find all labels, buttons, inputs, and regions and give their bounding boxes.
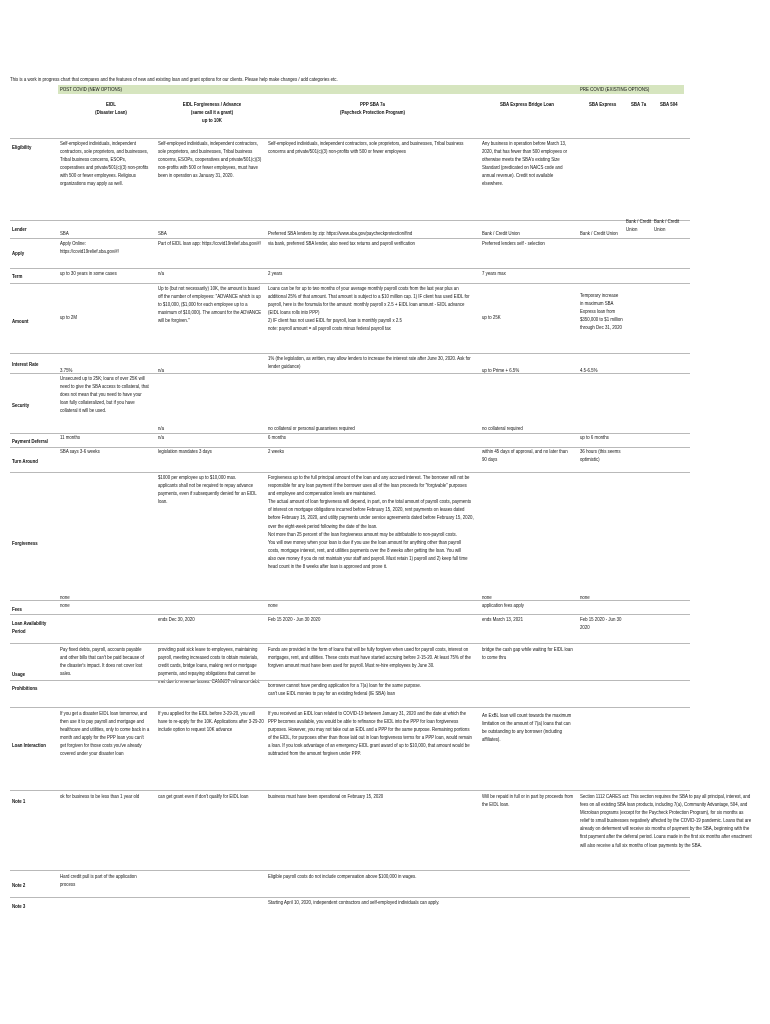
table-cell: Feb 15 2020 - Jun 30 2020 [268, 617, 321, 623]
row-label: Amount [12, 319, 29, 325]
table-cell: within 45 days of approval, and no later than 90 days [482, 449, 568, 464]
table-cell: Starting April 10, 2020, independent contractors and self-employed individuals can apply. [268, 900, 440, 906]
table-cell: 2 weeks [268, 449, 285, 455]
column-header-1: EIDL Forgiveness / Advance (same call it a grant) up to 10K [182, 102, 242, 125]
table-cell: Up to (but not necessarily) 10K, the amount is based off the number of employees: "ADVANCE which is up to $10,000, ($1,000 for each employee up to a maximum of $10,000). The amount for the ADVANCE will be forgiven." [158, 286, 262, 325]
table-cell: Will be repaid in full or in part by proceeds from the EIDL loan. [482, 794, 574, 809]
table-cell: Apply Online: https://covid19relief.sba.gov/#/ [60, 241, 119, 256]
row-label: Forgiveness [12, 541, 38, 547]
table-cell: Hard credit pull is part of the application process [60, 874, 137, 889]
pre-covid-group-header [578, 85, 684, 94]
table-cell: application fees apply [482, 603, 524, 609]
table-cell: providing paid sick leave to employees, maintaining payroll, meeting increased costs to obtain materials, credit cards, bridge loans, making rent or mortgage payments, and repaying obligations that cannot be met due to revenue losses. CANNOT refinance debt. [158, 647, 261, 686]
table-cell: 2 years [268, 271, 283, 277]
table-cell: Bank / Credit Union [482, 231, 520, 237]
row-label: Prohibitions [12, 686, 38, 692]
row-divider [10, 790, 690, 791]
row-label: Note 1 [12, 799, 26, 805]
table-cell: up to 25K [482, 315, 501, 321]
table-cell: up to Prime + 6.5% [482, 368, 520, 374]
table-cell: If you received an EIDL loan related to COVID-19 between January 31, 2020 and the date at which the PPP becomes available, you would be able to refinance the EIDL into the PPP for loan forgiveness purposes. However, you may not take out an EIDL and a PPP for the same purpose. Remaining portions of the EIDL, for purposes other than those laid out in loan forgiveness terms for a PPP loan, would remain a loan. If you took advantage of an emergency EIDL grant award of up to $10,000, that amount would be subtracted from the amount forgiven under PPP. [268, 711, 472, 758]
row-divider [10, 283, 690, 284]
row-label: Note 2 [12, 883, 26, 889]
table-cell: SBA [60, 231, 69, 237]
table-cell: n/a [158, 426, 165, 432]
table-cell: Feb 15 2020 - Jun 30 2020 [580, 617, 622, 632]
table-cell: Eligible payroll costs do not include compensation above $100,000 in wages. [268, 874, 417, 880]
table-cell: business must have been operational on February 15, 2020 [268, 794, 384, 800]
table-cell: up to 30 years in some cases [60, 271, 117, 277]
table-cell: Section 1112 CARES act: This section requires the SBA to pay all principal, interest, and fees on all existing SBA loan products, including 7(a), Community Advantage, 504, and Microloan programs (except for the Paycheck Protection Program), for six months as relief to small businesses negatively affected by the COVID-19 pandemic. Loans that are already on deferment will receive six months of payment by the SBA, beginning with the first payment after the deferral period. Loans made in the first six months after enactment will also receive a full six months of loan payments by the SBA. [580, 794, 752, 849]
row-divider [10, 220, 690, 221]
row-divider [10, 897, 690, 898]
table-cell: 1% (the legislation, as written, may allow lenders to increase the interest rate after June 30, 2020. Ask for lender guidance) [268, 356, 471, 371]
row-label: Eligibility [12, 145, 32, 151]
table-cell: borrower cannot have pending application for a 7(a) loan for the same purpose. can't use EIDL monies to pay for an existing federal (IE SBA) loan [268, 683, 422, 698]
table-cell: legislation mandates 3 days [158, 449, 212, 455]
row-label: Security [12, 403, 30, 409]
intro-note: This is a work in progress chart that compares and the features of new and existing loan and grant options for our clients. Please help make changes / add categories etc. [10, 77, 338, 83]
post-covid-group-header [58, 85, 578, 94]
table-cell: SBA [158, 231, 167, 237]
post-covid-label: POST COVID (NEW OPTIONS) [60, 86, 122, 93]
row-label: Usage [12, 672, 26, 678]
table-cell: Bank / Credit Union [654, 219, 680, 234]
table-cell: ends March 13, 2021 [482, 617, 523, 623]
row-divider [10, 707, 690, 708]
pre-covid-label: PRE COVID (EXISTING OPTIONS) [580, 86, 650, 93]
row-label: Turn Around [12, 459, 38, 465]
table-cell: Preferred SBA lenders by zip: https://www.sba.gov/paycheckprotection/find [268, 231, 413, 237]
row-divider [10, 600, 690, 601]
table-cell: ok for business to be less than 1 year old [60, 794, 140, 800]
table-cell: 6 months [268, 435, 286, 441]
table-cell: n/a [158, 271, 165, 277]
table-cell: n/a [158, 435, 165, 441]
table-cell: Bank / Credit Union [626, 219, 652, 234]
row-label: Term [12, 274, 23, 280]
row-label: Interest Rate [12, 362, 39, 368]
row-divider [10, 268, 690, 269]
table-cell: n/a [158, 368, 165, 374]
table-cell: Unsecured up to 25K; loans of over 25K will need to give the SBA access to collateral, that does not mean that you need to have your loan fully collateralized, but if you have collateral it will be used. [60, 376, 149, 415]
row-label: Payment Deferral [12, 439, 48, 445]
column-header-3: SBA Express Bridge Loan [500, 102, 554, 108]
row-divider [10, 614, 690, 615]
table-cell: none [580, 595, 590, 601]
table-cell: can get grant even if don't qualify for EIDL loan [158, 794, 249, 800]
row-divider [10, 138, 690, 139]
table-cell: 11 months [60, 435, 81, 441]
row-divider [10, 472, 690, 473]
row-label: Loan Availability Period [12, 621, 47, 636]
row-label: Note 3 [12, 904, 26, 910]
column-header-5: SBA 7a [631, 102, 647, 108]
row-label: Fees [12, 607, 22, 613]
table-cell: If you applied for the EIDL before 3-29-20, you will have to re-apply for the 10K. Applications after 3-29-20 include option to request 10K advance [158, 711, 264, 734]
row-divider [10, 353, 690, 354]
table-cell: none [482, 595, 492, 601]
table-cell: no collateral or personal guarantees required [268, 426, 355, 432]
table-cell: $1000 per employee up to $10,000 max. applicants shall not be required to repay advance payments, even if subsequently denied for an EIDL loan. [158, 475, 257, 506]
table-cell: 4.5-6.5% [580, 368, 598, 374]
table-cell: If you get a disaster EIDL loan tomorrow, and then use it to pay payroll and mortgage and healthcare and utilities, only to come back in a month and apply for the PPP loan you can't get forgiven for those costs you've already covered under your disaster loan [60, 711, 150, 758]
table-cell: Pay fixed debts, payroll, accounts payable and other bills that can't be paid because of the disaster's impact. It does not cover lost sales. [60, 647, 145, 678]
table-cell: none [60, 595, 70, 601]
table-cell: via bank, preferred SBA lender, also need tax returns and payroll verification [268, 241, 415, 247]
table-cell: Preferred lenders self - selection [482, 241, 545, 247]
table-cell: Self-employed individuals, independent contractors, sole proprietors, and businesses, Tribal business concerns, ESOPs, cooperatives and private/501(c)(3) non-profits with 500 or fewer employees. Religious organizations may apply as well. [60, 141, 149, 188]
table-cell: bridge the cash gap while waiting for EIDL loan to come thru [482, 647, 573, 662]
table-cell: Temporary increase in maximum SBA Express loan from $350,000 to $1 million through Dec 31, 2020 [580, 293, 623, 332]
table-cell: SBA says 3-6 weeks [60, 449, 100, 455]
table-cell: Loans can be for up to two months of your average monthly payroll costs from the last year plus an additional 25% of that amount. That amount is subject to a $10 million cap. 1) IF client has used EIDL for payroll, here is the forumula for the amount: monthly payroll x 2.5 + EIDL loan amount - EIDL advance (EIDL loans rolls into PPP) 2) IF client has not used EIDL for payroll, loan is monthly payroll x 2.5 note: payroll amount = all payroll costs minus federal payroll tax [268, 286, 470, 333]
table-cell: An ExBL loan will count towards the maximum limitation on the amount of 7(a) loans that can be outstanding to any borrower (including affiliates). [482, 713, 572, 744]
table-cell: no collateral required [482, 426, 523, 432]
table-cell: up to 6 months [580, 435, 609, 441]
row-label: Apply [12, 251, 25, 257]
table-cell: Part of EIDL loan app: https://covid19relief.sba.gov/#/ [158, 241, 261, 247]
table-cell: none [268, 603, 278, 609]
table-cell: Bank / Credit Union [580, 231, 618, 237]
row-divider [10, 643, 690, 644]
row-label: Loan Interaction [12, 743, 46, 749]
row-divider [10, 870, 690, 871]
row-divider [10, 680, 690, 681]
row-label: Lender [12, 227, 27, 233]
column-header-2: PPP SBA 7a (Paycheck Protection Program) [340, 102, 405, 117]
row-divider [10, 373, 690, 374]
table-cell: none [60, 603, 70, 609]
column-header-4: SBA Express [589, 102, 617, 108]
table-cell: 3.75% [60, 368, 73, 374]
column-header-0: EIDL (Disaster Loan) [95, 102, 127, 117]
table-cell: 36 hours (this seems optimistic) [580, 449, 621, 464]
table-cell: Forgiveness up to the full principal amount of the loan and any accrued interest. The borrower will not be responsible for any loan payment if the borrower uses all of the loan proceeds for "forgivable" purposes and employee and compensation levels are maintained. The actual amount of loan forgiveness will depend, in part, on the total amount of payroll costs, payments of interest on mortgage obligations incurred before February 15, 2020, rent payments on leases dated before February 15, 2020, and utility payments under service agreements dated before February 15, 2020, over the eight-week period following the date of the loan. Not more than 25 percent of the loan forgiveness amount may be attributable to non-payroll costs. You will owe money when your loan is due if you use the loan amount for anything other than payroll costs, mortgage interest, rent, and utilities payments over the 8 weeks after getting the loan. You will also owe money if you do not maintain your staff and payroll. Must retain 1) payroll and 2) keep full time head count in the 8 weeks after loan is approved and prove it. [268, 475, 474, 571]
table-cell: ends Dec 30, 2020 [158, 617, 195, 623]
table-cell: 7 years max [482, 271, 506, 277]
table-cell: up to 2M [60, 315, 77, 321]
table-cell: Self-employed individuals, independent contractors, sole proprietors, and businesses, Tribal business concerns and private/501(c)(3) non-profits with 500 or fewer employees [268, 141, 464, 156]
row-divider [10, 238, 690, 239]
column-header-6: SBA 504 [660, 102, 678, 108]
table-cell: Self-employed individuals, independent contractors, sole proprietors, and businesses, Tribal business concerns, ESOPs, cooperatives and private/501(c)(3) non-profits with 500 or fewer employees, must have been in operation as January 31, 2020. [158, 141, 262, 180]
table-cell: Funds are provided in the form of loans that will be fully forgiven when used for payroll costs, interest on mortgages, rent, and utilities. These costs must have started accruing before 2-15-20. At least 75% of the forgiven amount must have been used for payroll. Must re-hire employees by June 30. [268, 647, 471, 670]
table-cell: Any business in operation before March 13, 2020, that has fewer than 500 employees or otherwise meets the SBA's existing Size Standard (predicated on NAICS code and annual revenue). Credit not available elsewhere. [482, 141, 568, 188]
